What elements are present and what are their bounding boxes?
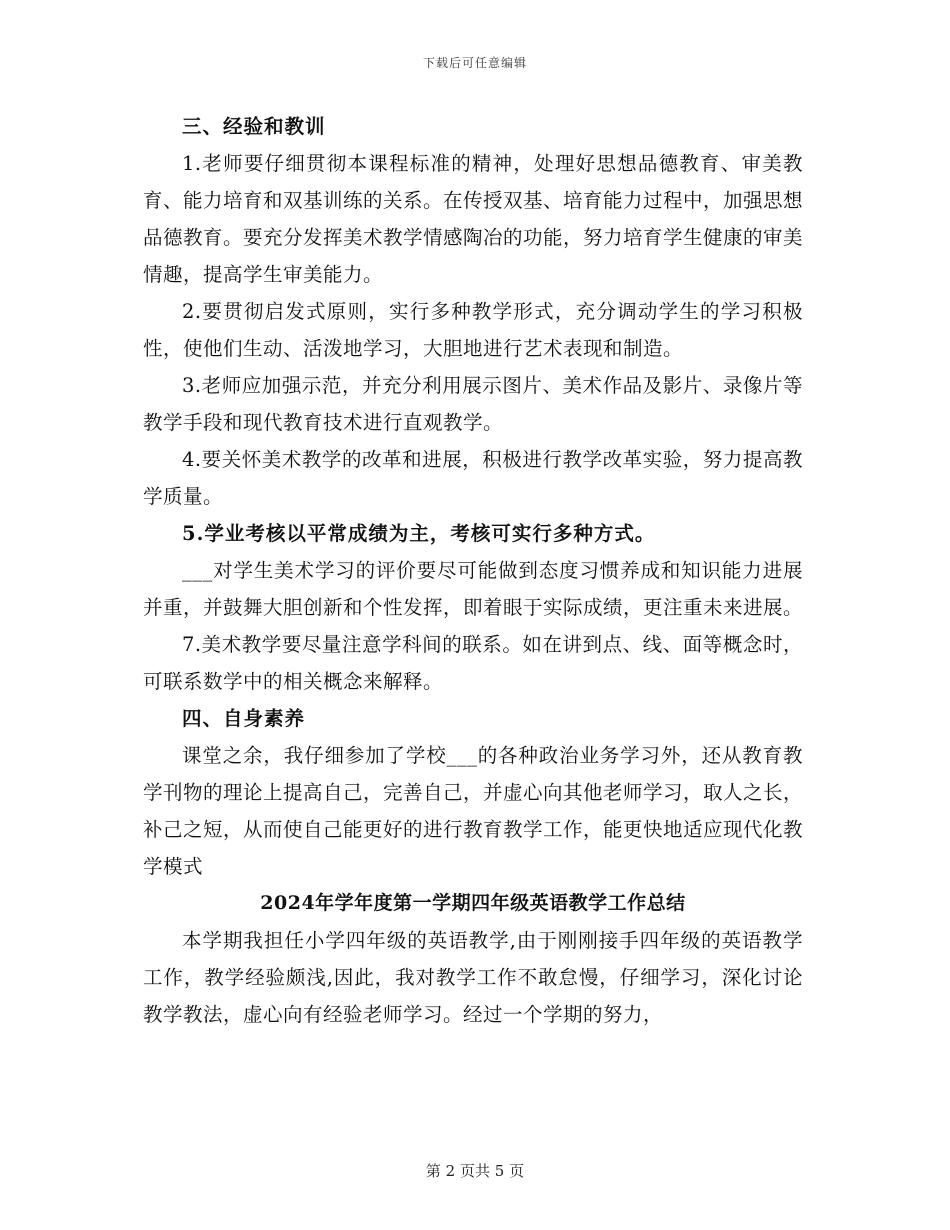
page-footer: 第 2 页共 5 页 xyxy=(425,1162,525,1180)
paragraph-1: 1.老师要仔细贯彻本课程标准的精神，处理好思想品德教育、审美教育、能力培育和双基训练的关系。在传授双基、培育能力过程中，加强思想品德教育。要充分发挥美术教学情感陶冶的功能，努力培育学生健康的审美情趣，提高学生审美能力。 xyxy=(143,152,804,286)
paragraph-7: 7.美术教学要尽量注意学科间的联系。如在讲到点、线、面等概念时，可联系数学中的相关概念来解释。 xyxy=(143,633,803,693)
paragraph-2: 2.要贯彻启发式原则，实行多种教学形式，充分调动学生的学习积极性，使他们生动、活泼地学习，大胆地进行艺术表现和制造。 xyxy=(143,300,803,360)
document-title: 2024年学年度第一学期四年级英语教学工作总结 xyxy=(260,892,686,914)
page-header: 下载后可任意编辑 xyxy=(422,56,527,70)
paragraph-4: 4.要关怀美术教学的改革和进展，积极进行教学改革实验，努力提高教学质量。 xyxy=(143,448,803,508)
bold-item-5: 5.学业考核以平常成绩为主，考核可实行多种方式。 xyxy=(182,522,656,545)
section-heading-3: 三、经验和教训 xyxy=(182,115,326,138)
paragraph-9: 本学期我担任小学四年级的英语教学,由于刚刚接手四年级的英语教学工作，教学经验颇浅,因此，我对教学工作不敢怠慢，仔细学习，深化讨论教学教法，虚心向有经验老师学习。经过一个学期的努力， xyxy=(143,929,803,1026)
paragraph-8: 课堂之余，我仔细参加了学校___的各种政治业务学习外，还从教育教学刊物的理论上提高自己，完善自己，并虚心向其他老师学习，取人之长，补己之短，从而使自己能更好的进行教育教学工作，能更快地适应现代化教学模式 xyxy=(143,744,804,878)
paragraph-6: ___对学生美术学习的评价要尽可能做到态度习惯养成和知识能力进展并重，并鼓舞大胆创新和个性发挥，即着眼于实际成绩，更注重未来进展。 xyxy=(143,559,804,619)
paragraph-3: 3.老师应加强示范，并充分利用展示图片、美术作品及影片、录像片等教学手段和现代教育技术进行直观教学。 xyxy=(143,374,803,434)
section-heading-4: 四、自身素养 xyxy=(182,707,306,730)
document-body xyxy=(143,108,803,1033)
